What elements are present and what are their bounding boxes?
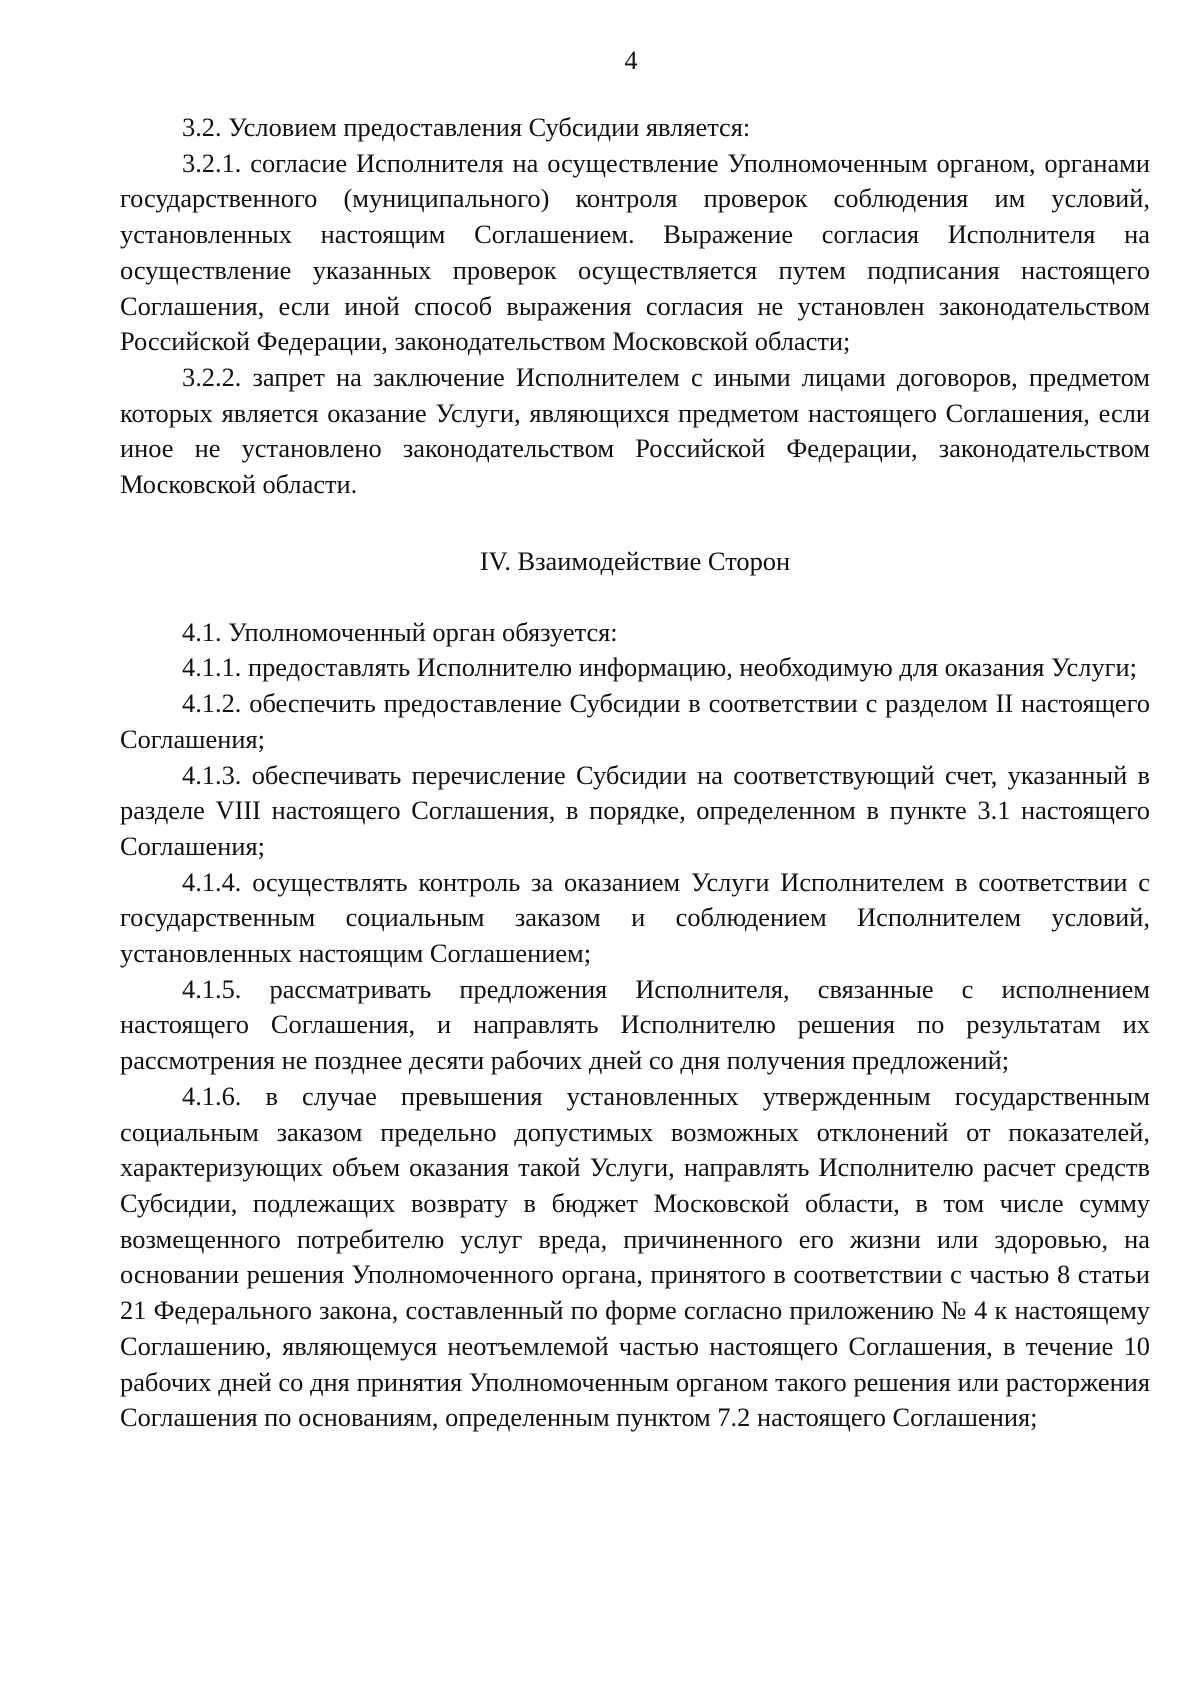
clause-4-1-4: 4.1.4. осуществлять контроль за оказанием Услуги Исполнителем в соответствии с государственным социальным заказом и соблюдением Исполнителем условий, установленных настоящим Соглашением;	[120, 866, 1150, 969]
page-number: 4	[624, 46, 638, 75]
document-body	[120, 110, 1150, 1436]
clause-4-1-2: 4.1.2. обеспечить предоставление Субсидии в соответствии с разделом II настоящего Соглашения;	[120, 688, 1150, 754]
clause-4-1-6: 4.1.6. в случае превышения установленных утвержденным государственным социальным заказом предельно допустимых возможных отклонений от показателей, характеризующих объем оказания такой Услуги, направлять Исполнителю расчет средств Субсидии, подлежащих возврату в бюджет Московской области, в том числе сумму возмещенного потребителю услуг вреда, причиненного его жизни или здоровью, на основании решения Уполномоченного органа, принятого в соответствии с частью 8 статьи 21 Федерального закона, составленный по форме согласно приложению № 4 к настоящему Соглашению, являющемуся неотъемлемой частью настоящего Соглашения, в течение 10 рабочих дней со дня принятия Уполномоченным органом такого решения или расторжения Соглашения по основаниям, определенным пунктом 7.2 настоящего Соглашения;	[120, 1080, 1150, 1433]
clause-4-1-3: 4.1.3. обеспечивать перечисление Субсидии на соответствующий счет, указанный в разделе VIII настоящего Соглашения, в порядке, определенном в пункте 3.1 настоящего Соглашения;	[120, 759, 1150, 861]
section-heading: IV. Взаимодействие Сторон	[479, 545, 791, 576]
clause-3-2-1: 3.2.1. согласие Исполнителя на осуществление Уполномоченным органом, органами государственного (муниципального) контроля проверок соблюдения им условий, установленных настоящим Соглашением. Выражение согласия Исполнителя на осуществление указанных проверок осуществляется путем подписания настоящего Соглашения, если иной способ выражения согласия не установлен законодательством Российской Федерации, законодательством Московской области;	[120, 147, 1150, 357]
clause-4-1-5: 4.1.5. рассматривать предложения Исполнителя, связанные с исполнением настоящего Соглашения, и направлять Исполнителю решения по результатам их рассмотрения не позднее десяти рабочих дней со дня получения предложений;	[120, 973, 1150, 1076]
clause-3-2-2: 3.2.2. запрет на заключение Исполнителем с иными лицами договоров, предметом которых является оказание Услуги, являющихся предметом настоящего Соглашения, если иное не установлено законодательством Российской Федерации, законодательством Московской области.	[120, 361, 1150, 500]
clause-4-1-1: 4.1.1. предоставлять Исполнителю информацию, необходимую для оказания Услуги;	[182, 652, 1137, 683]
clause-4-1: 4.1. Уполномоченный орган обязуется:	[182, 616, 618, 647]
clause-3-2: 3.2. Условием предоставления Субсидии является:	[182, 112, 751, 142]
